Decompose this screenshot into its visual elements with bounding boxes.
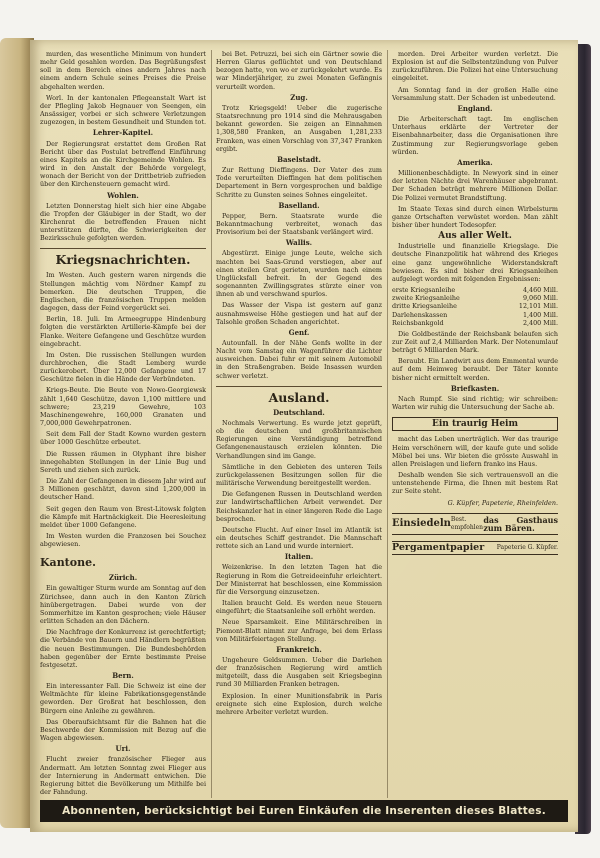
- article-paragraph: Letzten Donnerstag hielt sich hier eine Abgabe die Tropfen der Gläubiger in der Stadt, wo der Kirchenrat die betreffenden Frauen nicht unterstützen dürfte, die Schwierigkeiten der Bezirksschule gefolgten werden.: [40, 201, 206, 243]
- article-paragraph: Im Westen wurden die Franzosen bei Souchez abgewiesen.: [40, 531, 206, 549]
- article-paragraph: Kriegs-Beute. Die Beute von Nowo-Georgiewsk zählt 1,640 Geschütze, davon 1,100 mittlere und schwere; 23,219 Gewehre, 103 Maschinengewehre, 160,000 Granaten und 7,000,000 Gewehrpatronen.: [40, 386, 206, 428]
- article-paragraph: Italien braucht Geld. Es werden neue Steuern eingeführt; die Staatsanleihe soll erhöht werden.: [216, 599, 382, 616]
- article-paragraph: Nochmals Verwertung. Es wurde jetzt geprüft, ob die deutschen und großbritannischen Regierungen eine Verständigung betreffend Gefangenenaustausch erzielen könnten. Die Verhandlungen sind im Gange.: [216, 418, 382, 460]
- figures-row: Reichsbankgold 2,400 Mill.: [392, 318, 558, 327]
- section-heading: Wohlen.: [107, 190, 139, 200]
- figures-row: dritte Kriegsanleihe 12,101 Mill.: [392, 302, 558, 311]
- article-paragraph: Ein gewaltiger Sturm wurde am Sonntag auf den Zürichsee, dann auch in den Kanton Zürich hinübergetragen. Dabei wurde von der Sommerhitze im Kanton gesprochen; viele Häuser erlitten Schaden an den Dächern.: [40, 584, 206, 626]
- article-paragraph: Nach Rumpf. Sie sind richtig; wir schreiben: Warten wir ruhig die Untersuchung der Sache ab.: [392, 394, 558, 412]
- subsection-heading: Baselland.: [278, 200, 320, 210]
- newspaper-page: [30, 40, 578, 832]
- article-paragraph: Millionenbeschädigte. In Newyork sind in einer der letzten Nächte drei Warenhäuser abgebrannt. Der Schaden beträgt mehrere Millionen Dollar. Die Polizei vermutet Brandstiftung.: [392, 169, 558, 202]
- subsection-heading: Zug.: [290, 92, 308, 102]
- article-paragraph: Die Goldbestände der Reichsbank belaufen sich zur Zeit auf 2,4 Milliarden Mark. Der Notenumlauf beträgt 6 Milliarden Mark.: [392, 329, 558, 355]
- subsection-heading: England.: [457, 103, 493, 113]
- article-paragraph: Trotz Kriegsgeld! Ueber die zugerische Staatsrechnung pro 1914 sind die Mehrausgaben bekannt geworden. Sie zeigen an Einnahmen 1,308,580 Franken, an Ausgaben 1,281,233 Franken, was einen Vorschlag von 37,347 Franken ergibt.: [216, 103, 382, 153]
- article-paragraph: Abgestürzt. Einige junge Leute, welche sich machten bei Saas-Grund verstiegen, aber auf einen steilen Grat gerieten, wurden nach einem Unglücksfall befreit. In der Gegend des sogenannten Zwillingsgrates stürzte einer von ihnen ab und verschwand spurlos.: [216, 249, 382, 299]
- subsection-heading: Zürich.: [108, 573, 138, 583]
- subsection-heading: Deutschland.: [273, 407, 325, 417]
- subsection-heading: Italien.: [284, 552, 314, 562]
- figures-row: Darlehenskassen 1,400 Mill.: [392, 310, 558, 319]
- article-paragraph: Autounfall. In der Nähe Genfs wollte in der Nacht vom Samstag ein Wagenführer die Lichter ausweichen. Dabei fuhr er mit seinem Automobil in den Straßengraben. Beide Insassen wurden schwer verletzt.: [216, 339, 382, 380]
- article-paragraph: Die Gefangenen Russen in Deutschland werden zur landwirtschaftlichen Arbeit verwendet. Der Reichskanzler hat in einer längeren Rede die Lage besprochen.: [216, 490, 382, 523]
- subsection-heading: Frankreich.: [276, 644, 322, 654]
- left-page-edge: [0, 38, 34, 828]
- column-rule: [211, 50, 212, 798]
- advertisement-signature: G. Küpfer, Papeterie, Rheinfelden.: [447, 498, 558, 507]
- advertisement-paper: Pergamentpapier Papeterie G. Küpfer.: [392, 541, 558, 555]
- article-paragraph: Die Zahl der Gefangenen in diesem Jahr wird auf 3 Millionen geschätzt, davon sind 1,200,000 in deutscher Hand.: [40, 477, 206, 502]
- article-paragraph: Pepper, Bern. Staatsrate wurde die Bekanntmachung verbreitet, wonach das Provisorium bei der Staatsbank verlängert wird.: [216, 211, 382, 237]
- subscriber-banner: Abonnenten, berücksichtigt bei Euren Einkäufen die Inserenten dieses Blattes.: [40, 800, 568, 822]
- article-paragraph: Sämtliche in den Gebieten des unteren Teils zurückgelassenen Besitzungen sollen für die militärische Verwendung bereitgestellt werden.: [216, 462, 382, 488]
- article-paragraph: Im Osten. Die russischen Stellungen wurden durchbrochen, die Stadt Lemberg wurde zurückerobert. Über 12,000 Gefangene und 17 Geschütze fielen in die Hände der Verbündeten.: [40, 350, 206, 384]
- article-paragraph: Die Nachfrage der Konkurrenz ist gerechtfertigt; die Verbände von Bauern und Händlern begrüßten die neuen Bestimmungen. Die Bundesbehörden haben gegenüber der Ernte bestimmte Preise festgesetzt.: [40, 628, 206, 669]
- war-news-heading: Kriegsnachrichten.: [40, 248, 206, 267]
- subsection-heading: Baselstadt.: [277, 154, 321, 164]
- foreign-news-heading: Ausland.: [216, 386, 382, 405]
- article-paragraph: Deutsche Flucht. Auf einer Insel im Atlantik ist ein deutsches Schiff gestrandet. Die Mannschaft rettete sich an Land und wurde interniert.: [216, 525, 382, 551]
- figures-row: erste Kriegsanleihe 4,460 Mill.: [392, 286, 558, 295]
- advertisement-text: Deshalb wenden Sie sich vertrauensvoll an die untenstehende Firma, die Ihnen mit bestem Rat zur Seite steht.: [392, 471, 558, 496]
- article-paragraph: morden. Drei Arbeiter wurden verletzt. Die Explosion ist auf die Selbstentzündung von Pulver zurückzuführen. Die Polizei hat eine Untersuchung eingeleitet.: [392, 50, 558, 83]
- cantons-heading: Kantone.: [40, 556, 96, 570]
- figures-row: zweite Kriegsanleihe 9,060 Mill.: [392, 294, 558, 303]
- article-paragraph: bei Bet. Petruzzi, bei sich ein Gärtner sowie die Herren Glarus geflüchtet und von Deutschland bezogen hatte, von wo er zurückgekehrt wurde. Es war Minderjähriger, zu zwei Monaten Gefängnis verurteilt worden.: [216, 50, 382, 91]
- article-paragraph: Zur Rettung Dieffingens. Der Vater des zum Tode verurteilten Dieffingen hat dem politischen Departement in Bern vorgesprochen und baldige Schritte zu Gunsten seines Sohnes eingeleitet.: [216, 166, 382, 199]
- article-paragraph: Beraubt. Ein Landwirt aus dem Emmental wurde auf dem Heimweg beraubt. Der Täter konnte bisher nicht ermittelt werden.: [392, 357, 558, 382]
- article-paragraph: Der Regierungsrat erstattet dem Großen Rat Bericht über das Postulat betreffend Einführung eines Kapitels an die Kirchgemeinde Wohlen. Es wird in den Anstalt der Behörde vorgelegt, wonach der Bericht von der Drittbetrieb zufrieden über den Kirchensteuern gemacht wird.: [40, 139, 206, 189]
- section-heading: Lehrer-Kapitel.: [92, 128, 154, 138]
- article-paragraph: Im Staate Texas sind durch einen Wirbelsturm ganze Ortschaften verwüstet worden. Man zählt bisher über hundert Todesopfer.: [392, 204, 558, 229]
- article-paragraph: murden, das wesentliche Minimum von hundert mehr Geld gesahlen worden. Das Begrüßungsfest soll in dem Bereich eines andern Jahres nach einem andern Schule seines Preises die Preise abgehalten werden.: [40, 50, 206, 91]
- article-paragraph: Ungeheure Geldsummen. Ueber die Darlehen der französischen Regierung wird amtlich mitgeteilt, dass die Ausgaben seit Kriegsbeginn rund 30 Milliarden Franken betragen.: [216, 656, 382, 689]
- article-paragraph: Weizenkrise. In den letzten Tagen hat die Regierung in Rom die Getreideeinfuhr erleichtert. Der Ministerrat hat beschlossen, eine Kommission für die Versorgung einzusetzen.: [216, 563, 382, 596]
- column-rule: [387, 50, 388, 798]
- subsection-heading: Amerika.: [457, 157, 493, 167]
- article-paragraph: Industrielle und finanzielle Kriegslage. Die deutsche Finanzpolitik hat während des Krieges eine ganz ungewöhnliche Widerstandskraft bewiesen. Es sind bisher drei Kriegsanleihen aufgelegt worden mit folgenden Ergebnissen:: [392, 242, 558, 283]
- subsection-heading: Uri.: [115, 744, 131, 754]
- article-paragraph: Explosion. In einer Munitionsfabrik in Paris ereignete sich eine Explosion, durch welche mehrere Arbeiter verletzt wurden.: [216, 691, 382, 716]
- article-paragraph: Ein interessanter Fall. Die Schweiz ist eine der Weltmächte für kleine Fabrikationsgegenstände geworden. Der Großrat hat beschlossen, den Bürgern eine Anleihe zu gewähren.: [40, 682, 206, 715]
- article-paragraph: Worl. In der kantonalen Pflegeanstalt Wart ist der Pflegling Jakob Hegnauer von Seengen, ein Ansässiger, vorbei er sich schwere Verletzungen zugezogen, in bestem Gesundheit und Stunden tot.: [40, 93, 206, 127]
- article-paragraph: Im Westen. Auch gestern waren nirgends die Stellungen mächtig vom Nördner Kampf zu bemerken. Die deutschen Truppen, die Englischen, die französischen Truppen melden dagegen, dass der Feind vorgerückt sei.: [40, 271, 206, 313]
- left-column: [40, 50, 206, 798]
- article-paragraph: Das Oberaufsichtsamt für die Bahnen hat die Beschwerde der Kommission mit Bezug auf die Wagen abgewiesen.: [40, 717, 206, 743]
- advertisement-text: macht das Leben unerträglich. Wer das traurige Heim verschönern will, der kaufe gute und solide Möbel bei uns. Wir bieten die grösste Auswahl in allen Preislagen und liefern franko ins Haus.: [392, 435, 558, 468]
- article-paragraph: Die Arbeiterschaft tagt. Im englischen Unterhaus erklärte der Vertreter der Eisenbahnarbeiter, dass die Organisationen ihre Zustimmung zur Regierungsvorlage geben würden.: [392, 115, 558, 156]
- article-paragraph: Seit dem Fall der Stadt Kowno wurden gestern über 1000 Geschütze erbeutet.: [40, 430, 206, 447]
- article-paragraph: Die Russen räumen in Olyphant ihre bisher innegehabten Stellungen in der Linie Bug und Sereth und ziehen sich zurück.: [40, 449, 206, 474]
- subsection-heading: Wallis.: [285, 238, 313, 248]
- article-paragraph: Neue Sparsamkeit. Eine Militärschreiben in Piemont-Blatt nimmt zur Anfrage, bei dem Erlass von Militärfeiertagen Stellung.: [216, 618, 382, 643]
- article-paragraph: Das Wasser der Vispa ist gestern auf ganz ausnahmsweise Höhe gestiegen und hat auf der Talsohle großen Schaden angerichtet.: [216, 301, 382, 326]
- subsection-heading: Briefkasten.: [450, 383, 500, 393]
- advertisement-inn: Einsiedeln Best. empfohlen das Gasthaus zum Bären.: [392, 513, 558, 535]
- advertisement-heading: Ein traurig Heim: [392, 417, 558, 431]
- article-paragraph: Am Sonntag fand in der großen Halle eine Versammlung statt. Der Schaden ist unbedeutend.: [392, 85, 558, 102]
- middle-column: [216, 50, 382, 798]
- right-column: [392, 50, 558, 798]
- article-paragraph: Seit gegen den Raum von Brest-Litowsk folgten die Kämpfe mit Hartnäckigkeit. Die Heeresleitung meldet über 1000 Gefangene.: [40, 504, 206, 529]
- subsection-heading: Genf.: [288, 327, 310, 337]
- world-news-heading: Aus aller Welt.: [438, 231, 512, 242]
- subsection-heading: Bern.: [112, 671, 134, 680]
- article-paragraph: Berlin, 18. Juli. Im Armeegruppe Hindenburg folgten die verstärkten Artillerie-Kämpfe bei der Flanke. Weitere Gefangene und Geschütze wurden eingebracht.: [40, 315, 206, 348]
- article-paragraph: Flucht zweier französischer Flieger aus Andermatt. Am letzten Sonntag zwei Flieger aus der Internierung in Andermatt entwichen. Die Regierung bittet die Bevölkerung um Mithilfe bei der Fahndung.: [40, 755, 206, 797]
- figures-list: [392, 286, 558, 327]
